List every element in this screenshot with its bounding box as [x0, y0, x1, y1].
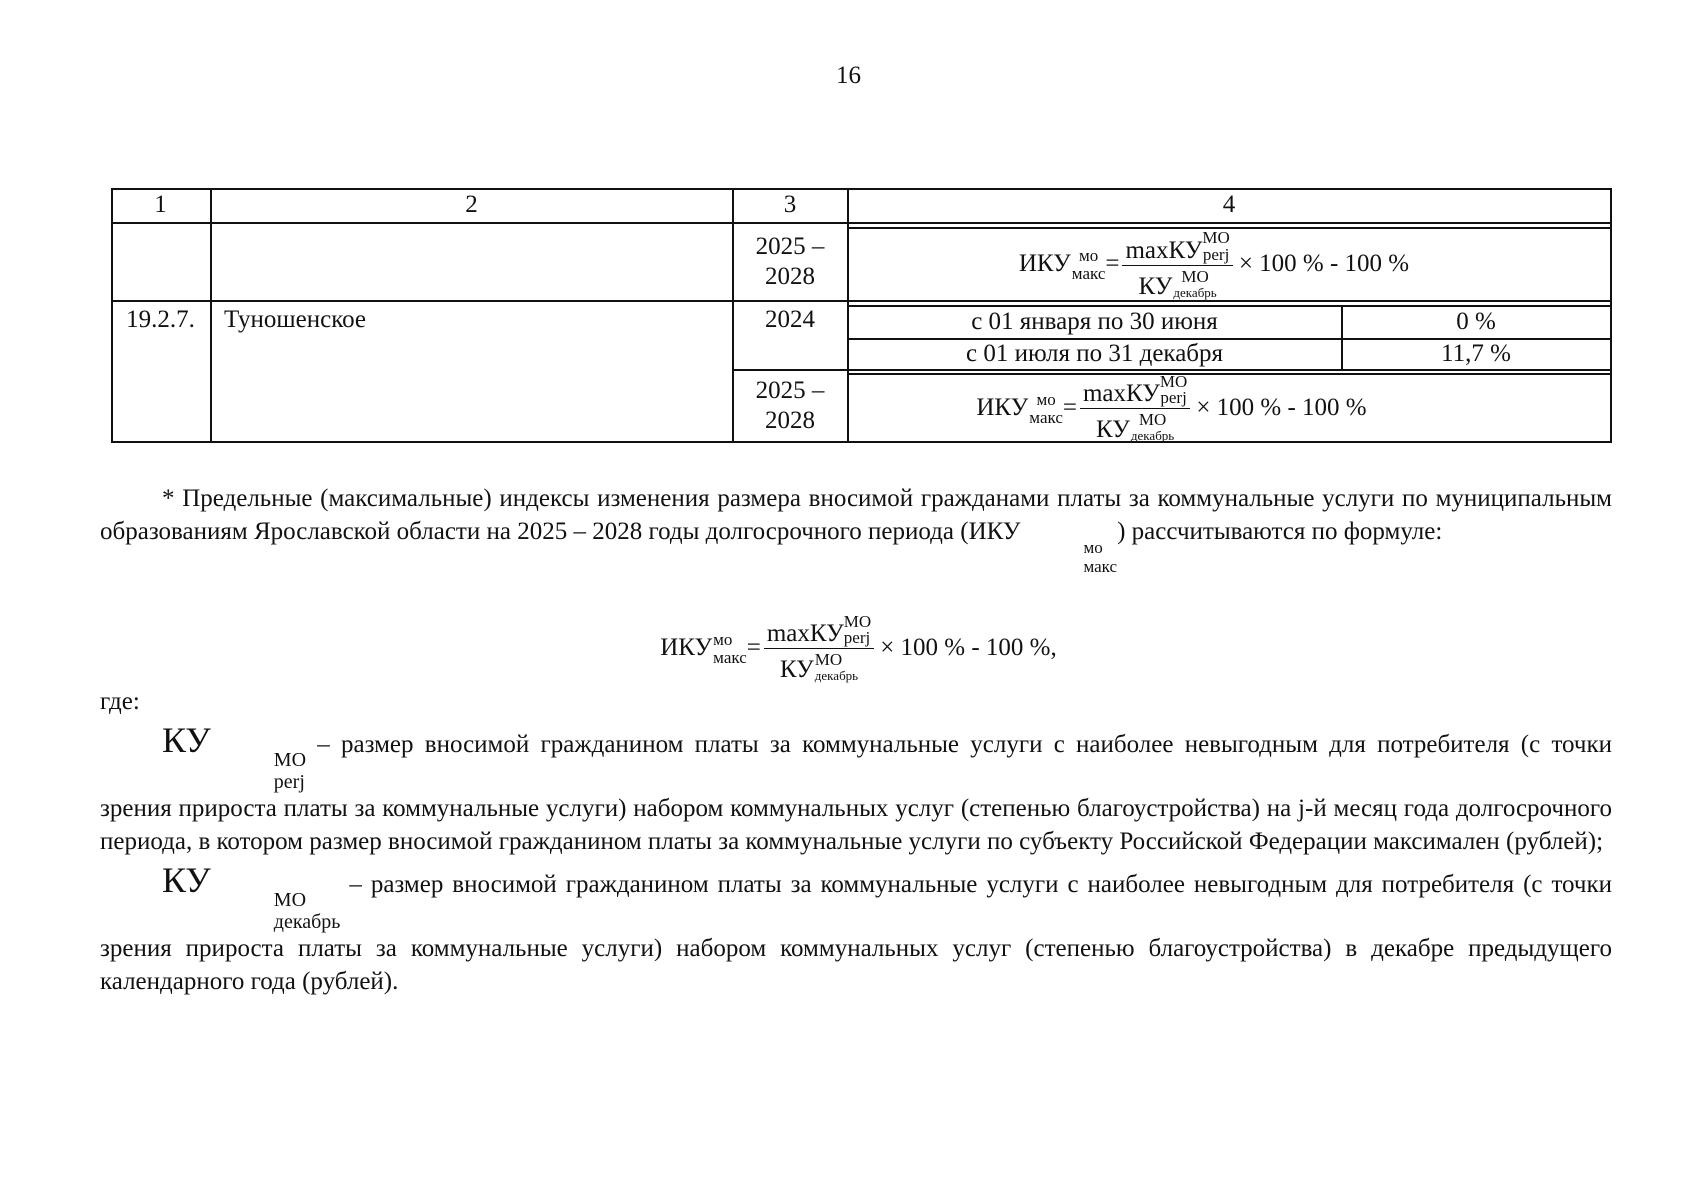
footnote-symbol-indices [1022, 539, 1118, 575]
formula-denominator [1136, 266, 1220, 299]
index-formula [976, 371, 1367, 444]
formula-numerator [1080, 371, 1190, 409]
formula-lhs-sub: макс [713, 647, 747, 667]
def1-term: КУ [162, 720, 211, 760]
formula-lhs-sup: мо [713, 629, 733, 649]
formula-tail: × 100 % - 100 % [1238, 250, 1410, 278]
formula-den-indices [815, 651, 858, 682]
tariff-table [111, 188, 1612, 443]
footnote-text: * Предельные (максимальные) индексы изменения размера вносимой гражданами платы за коммунальные услуги по муниципальным образованиям Ярославской области на 2025 – 2028 годы долгосрочного периода (ИКУ [100, 485, 1612, 545]
formula-num-sub: perj [1160, 388, 1187, 407]
formula-lhs: ИКУ [660, 634, 713, 662]
formula-lhs-sup: мо [1078, 246, 1099, 265]
formula-lhs: ИКУ [976, 393, 1029, 421]
footnote-sub: макс [1083, 557, 1118, 576]
footnote [100, 482, 1612, 575]
formula-den-text: КУ [779, 656, 814, 684]
formula-lhs-indices [1029, 391, 1063, 426]
formula-den-text: КУ [1138, 272, 1173, 300]
formula-num-indices [844, 614, 871, 646]
formula-tail: × 100 % - 100 % [1196, 393, 1367, 421]
period-value-1: 0 % [1456, 308, 1496, 336]
formula-den-sub: декабрь [1173, 284, 1217, 300]
formula-lhs-sub: макс [1029, 407, 1063, 427]
def1-sup: МО [273, 749, 307, 771]
municipality-name: Туношенское [224, 306, 367, 333]
header-col-4: 4 [1222, 190, 1236, 218]
formula-lhs-indices [1072, 247, 1106, 282]
formula-eq: = [1062, 393, 1077, 421]
definition-1 [100, 722, 1612, 858]
formula-num-sub: perj [1202, 244, 1230, 264]
formula-numerator [1122, 230, 1232, 265]
formula-lhs-indices [713, 631, 747, 666]
row-number: 19.2.7. [126, 306, 195, 333]
formula-den-text: КУ [1096, 416, 1130, 444]
def2-term: КУ [162, 860, 211, 900]
formula-den-sup: МО [1181, 266, 1209, 286]
formula-den-indices [1173, 268, 1216, 299]
main-formula-block [0, 614, 1697, 682]
formula-num-sup: МО [1202, 228, 1230, 248]
where-label: где: [100, 688, 140, 715]
formula-fraction [1080, 371, 1190, 444]
formula-cell-2 [848, 371, 1610, 444]
year-cell: 2024 [765, 306, 815, 333]
footnote-sup: мо [1083, 538, 1103, 557]
formula-cell [848, 229, 1610, 300]
header-col-1: 1 [154, 190, 167, 218]
formula-lhs-sub: макс [1071, 264, 1106, 283]
header-col-3: 3 [783, 190, 797, 218]
footnote-text-end: ) рассчитываются по формуле: [1117, 518, 1443, 545]
def2-text: – размер вносимой гражданином платы за коммунальные услуги с наиболее невыгодным для потребителя (с точки зрения прироста платы за коммунальные услуги) набором коммунальных услуг (степенью благоустройства) в декабре предыдущего календарного года (рублей). [100, 871, 1612, 995]
formula-num-text: maxКУ [1082, 380, 1160, 408]
period-value-2: 11,7 % [1441, 340, 1511, 368]
formula-denominator [777, 649, 861, 682]
period-label-2: с 01 июля по 31 декабря [965, 340, 1224, 368]
def1-sub: perj [273, 771, 305, 793]
def2-sup: МО [273, 889, 307, 911]
header-col-2: 2 [465, 190, 478, 218]
formula-fraction [1122, 230, 1232, 298]
formula-den-sup: МО [1138, 410, 1167, 430]
definition-2 [100, 862, 1612, 998]
formula-den-sup: МО [814, 650, 843, 670]
formula-lhs-sup: мо [1036, 389, 1056, 409]
page-number: 16 [836, 62, 861, 89]
def2-term-indices [212, 890, 341, 932]
formula-num-sup: МО [1159, 371, 1188, 391]
formula-num-indices [1159, 371, 1188, 407]
formula-num-sub: perj [843, 628, 871, 648]
formula-lhs: ИКУ [1018, 250, 1071, 278]
def1-text: – размер вносимой гражданином платы за коммунальные услуги с наиболее невыгодным для потребителя (с точки зрения прироста платы за коммунальные услуги) набором коммунальных услуг (степенью благоустройства) на j-й месяц года долгосрочного периода, в котором размер вносимой гражданином платы за коммунальные услуги по субъекту Российской Федерации максимален (рублей); [100, 731, 1612, 855]
period-cell: 2025 – 2028 [755, 232, 825, 290]
def2-sub: декабрь [273, 911, 341, 933]
formula-num-text: maxКУ [766, 620, 844, 648]
formula-numerator [764, 614, 874, 649]
period-cell-2: 2025 – 2028 [755, 376, 825, 434]
formula-den-indices [1131, 411, 1174, 442]
formula-denominator [1093, 409, 1177, 442]
period-label-1: с 01 января по 30 июня [971, 308, 1218, 336]
formula-den-sub: декабрь [814, 668, 859, 684]
def1-term-indices [212, 750, 306, 792]
formula-tail: × 100 % - 100 %, [880, 634, 1057, 662]
formula-num-text: maxКУ [1125, 236, 1203, 264]
formula-num-sup: МО [843, 612, 872, 631]
formula-fraction [764, 614, 874, 682]
formula-eq: = [1105, 250, 1120, 278]
formula-num-indices [1202, 230, 1229, 262]
index-formula [1019, 230, 1409, 298]
formula-den-sub: декабрь [1130, 428, 1175, 444]
formula-eq: = [746, 634, 761, 662]
main-formula [660, 614, 1057, 682]
